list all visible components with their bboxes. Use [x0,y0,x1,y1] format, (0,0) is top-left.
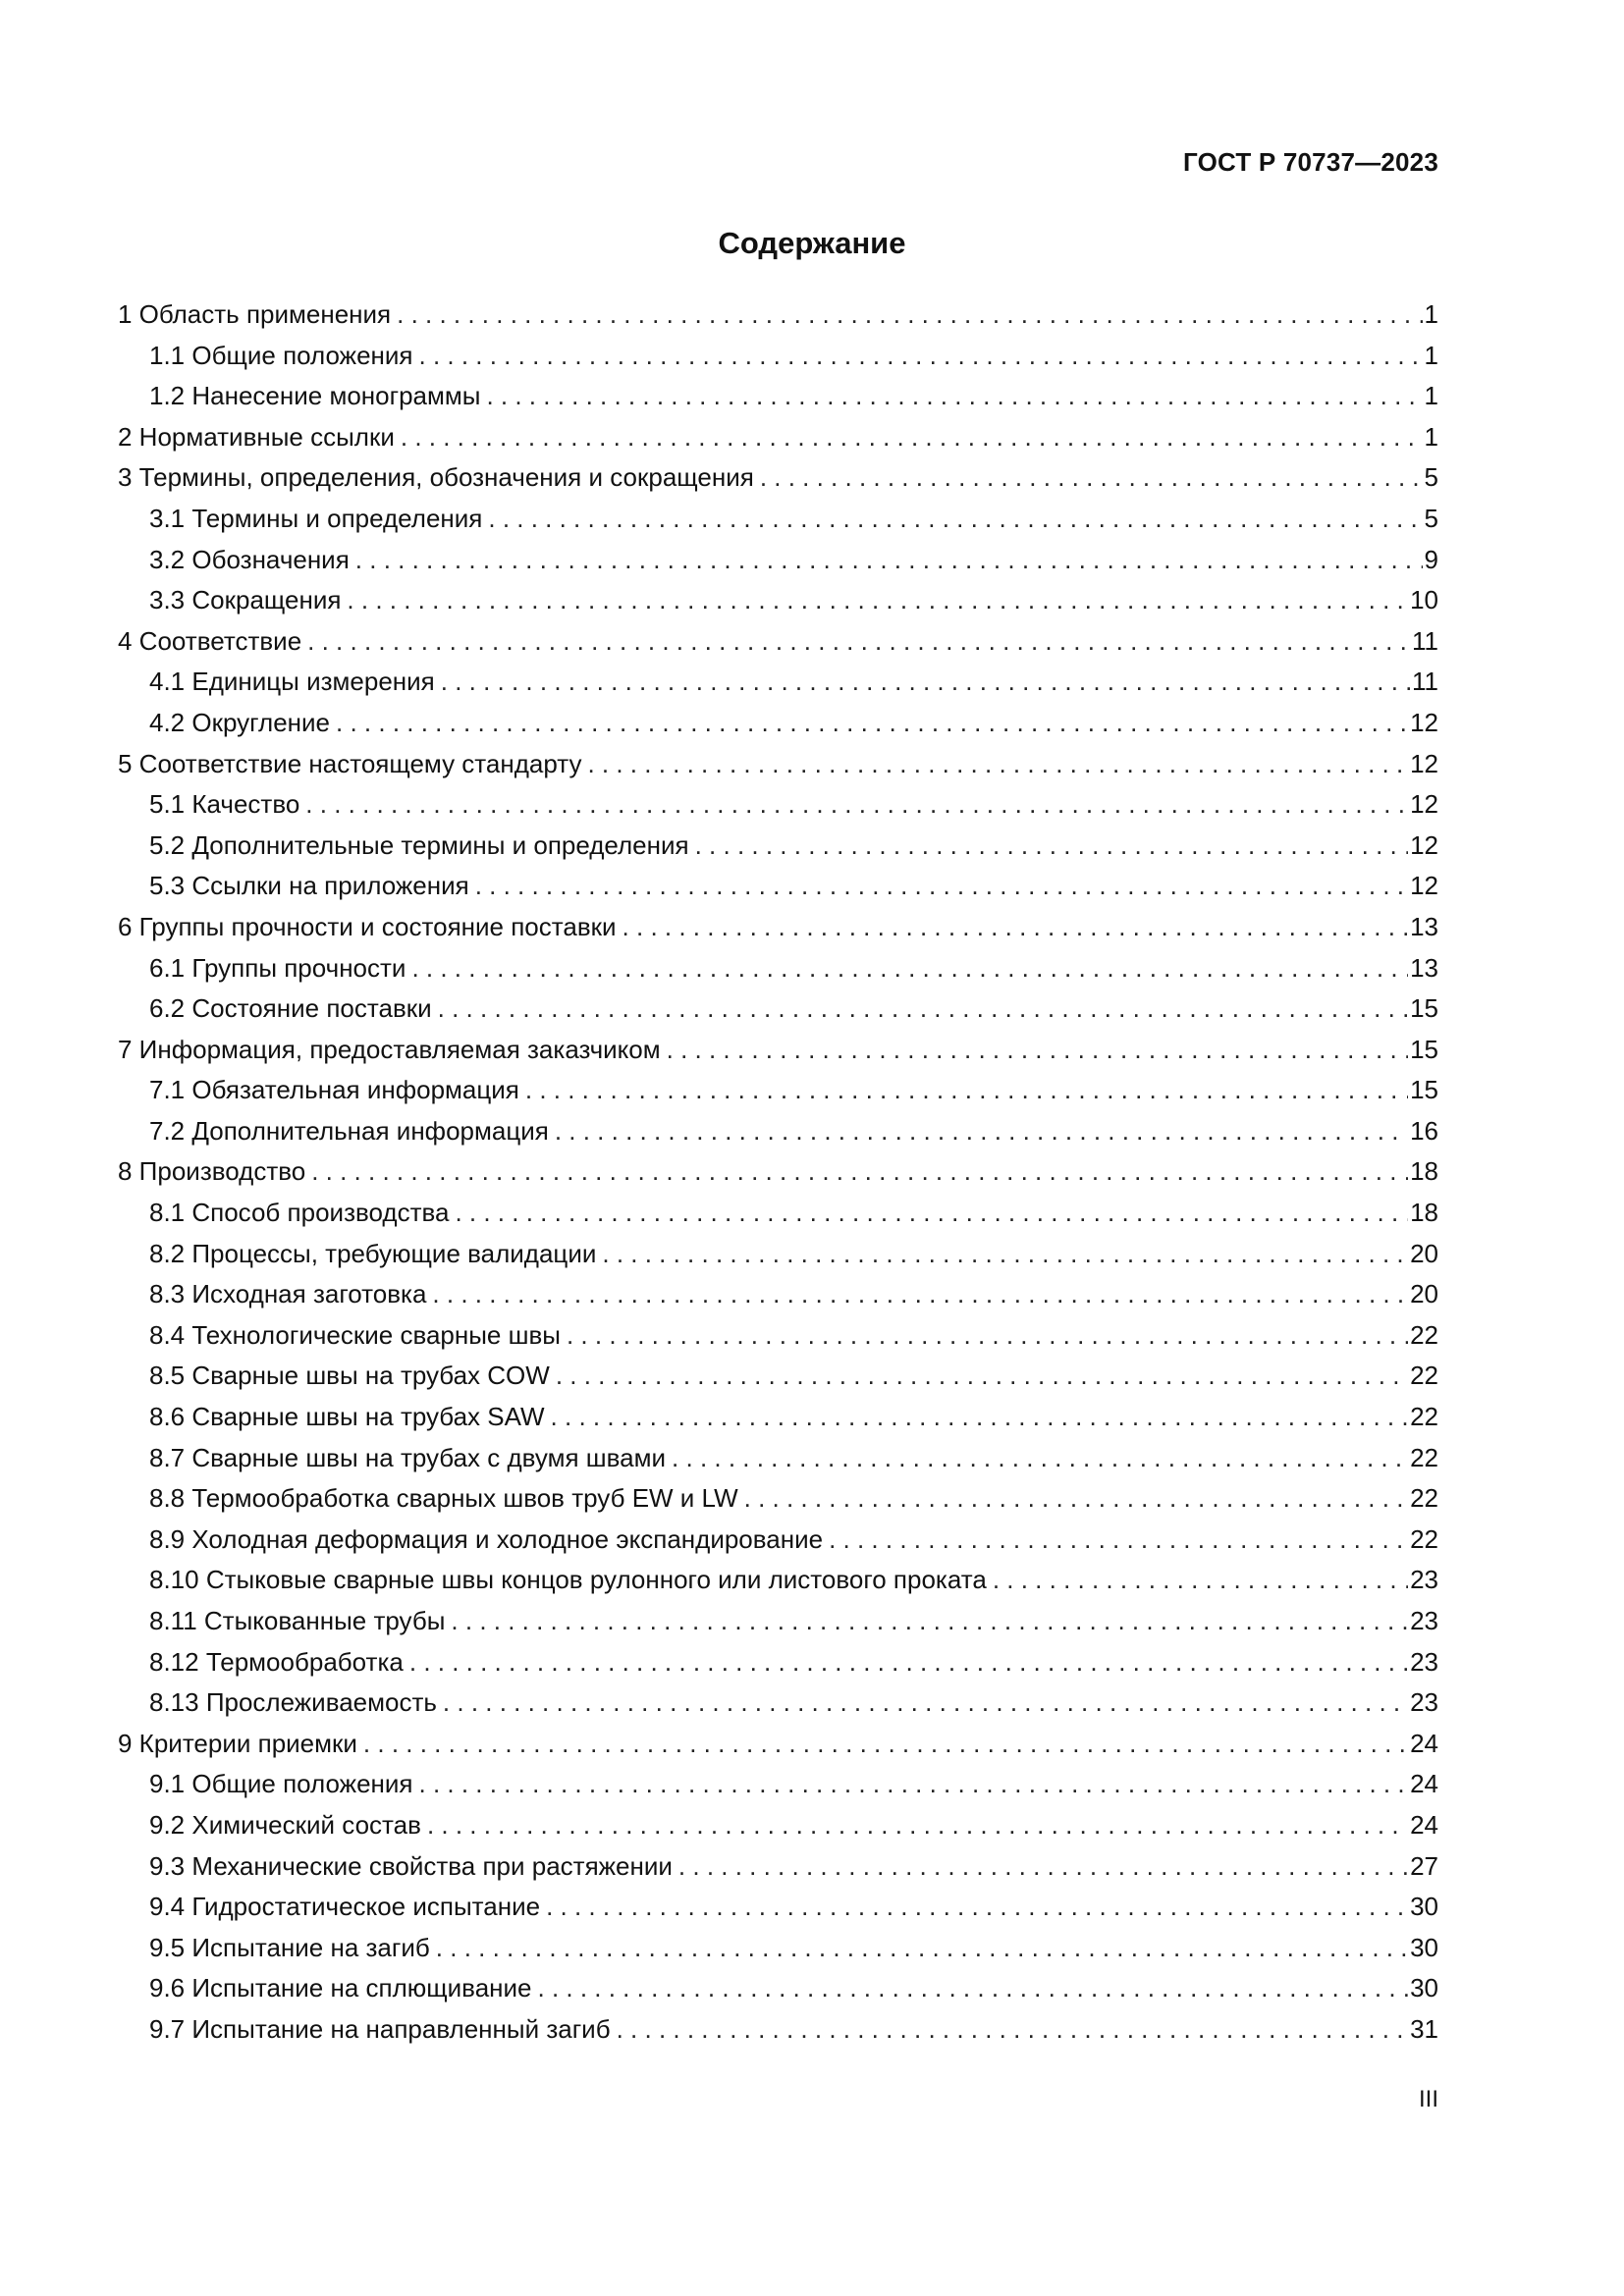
toc-entry-page: 11 [1412,625,1438,656]
toc-entry-label: 8.3 Исходная заготовка [149,1279,427,1309]
dot-leader [475,866,1408,907]
toc-entry-label: 9.2 Химический состав [149,1809,421,1840]
toc-entry-page: 5 [1424,503,1438,533]
toc-entry-label: 7 Информация, предоставляемая заказчиком [118,1034,661,1064]
toc-entry[interactable] [118,294,1438,336]
toc-entry-page: 22 [1410,1442,1438,1472]
toc-entry[interactable] [118,1724,1438,1765]
toc-entry[interactable] [118,1030,1438,1071]
toc-entry-page: 12 [1410,789,1438,820]
dot-leader [623,907,1409,948]
dot-leader [432,1274,1408,1315]
dot-leader [455,1193,1408,1234]
toc-entry[interactable] [118,1315,1438,1357]
toc-entry[interactable] [118,1846,1438,1888]
toc-entry-label: 8.2 Процессы, требующие валидации [149,1238,597,1268]
toc-entry-page: 1 [1424,299,1438,329]
dot-leader [555,1111,1408,1152]
toc-entry-page: 15 [1410,993,1438,1024]
toc-entry-label: 6.1 Группы прочности [149,952,406,983]
toc-entry-label: 8 Производство [118,1156,306,1187]
toc-entry-page: 30 [1410,1932,1438,1962]
page-number: III [1418,2086,1438,2112]
toc-entry[interactable] [118,1438,1438,1479]
toc-entry-page: 23 [1410,1687,1438,1718]
toc-entry-page: 5 [1424,462,1438,493]
toc-entry[interactable] [118,417,1438,458]
toc-entry-label: 3.3 Сокращения [149,585,342,615]
toc-entry-label: 1.1 Общие положения [149,340,413,370]
dot-leader [355,540,1423,581]
toc-entry[interactable] [118,1968,1438,2009]
toc-entry[interactable] [118,826,1438,867]
toc-entry-label: 9.7 Испытание на направленный загиб [149,2013,611,2044]
toc-entry-page: 31 [1410,2013,1438,2044]
toc-entry[interactable] [118,988,1438,1030]
toc-entry-label: 8.1 Способ производства [149,1198,450,1228]
toc-entry-label: 5.1 Качество [149,789,300,820]
toc-entry[interactable] [118,1397,1438,1438]
dot-leader [551,1397,1409,1438]
dot-leader [829,1520,1408,1561]
toc-entry[interactable] [118,1111,1438,1152]
toc-title: Содержание [718,226,906,260]
toc-entry-page: 12 [1410,748,1438,778]
toc-entry-page: 24 [1410,1728,1438,1758]
toc-entry-label: 4.1 Единицы измерения [149,667,435,697]
toc-entry-label: 1.2 Нанесение монограммы [149,381,481,411]
dot-leader [441,662,1410,703]
dot-leader [525,1070,1408,1111]
toc-entry-page: 1 [1424,340,1438,370]
toc-entry-page: 12 [1410,707,1438,737]
dot-leader [336,703,1408,744]
toc-entry-page: 20 [1410,1238,1438,1268]
toc-entry-page: 22 [1410,1523,1438,1554]
toc-entry-label: 5 Соответствие настоящему стандарту [118,748,582,778]
toc-entry[interactable] [118,1887,1438,1928]
toc-entry-label: 5.2 Дополнительные термины и определения [149,829,689,860]
toc-entry-label: 8.5 Сварные швы на трубах COW [149,1361,550,1391]
toc-entry[interactable] [118,1070,1438,1111]
dot-leader [538,1968,1409,2009]
toc-entry-label: 3.2 Обозначения [149,544,350,574]
toc-entry[interactable] [118,1764,1438,1805]
dot-leader [695,826,1408,867]
toc-entry[interactable] [118,1682,1438,1724]
toc-entry-label: 9.4 Гидростатическое испытание [149,1892,541,1922]
toc-entry-page: 15 [1410,1034,1438,1064]
toc-entry-page: 15 [1410,1075,1438,1105]
dot-leader [347,580,1408,621]
toc-entry-page: 22 [1410,1319,1438,1350]
toc-entry-page: 27 [1410,1850,1438,1881]
dot-leader [587,744,1408,785]
toc-entry-page: 9 [1424,544,1438,574]
toc-entry-label: 5.3 Ссылки на приложения [149,871,469,901]
toc-entry-label: 4.2 Округление [149,707,331,737]
dot-leader [311,1151,1408,1193]
dot-leader [305,784,1408,826]
document-code: ГОСТ Р 70737—2023 [1183,147,1438,177]
toc-entry-label: 9 Критерии приемки [118,1728,357,1758]
toc-entry-label: 8.9 Холодная деформация и холодное экспандирование [149,1523,824,1554]
toc-entry[interactable] [118,1601,1438,1642]
dot-leader [419,336,1423,377]
toc-entry-page: 12 [1410,829,1438,860]
toc-entry[interactable] [118,2009,1438,2051]
toc-entry-page: 22 [1410,1361,1438,1391]
toc-entry-label: 8.6 Сварные швы на трубах SAW [149,1402,545,1432]
toc-entry[interactable] [118,744,1438,785]
toc-entry-page: 1 [1424,421,1438,452]
toc-entry-label: 8.4 Технологические сварные швы [149,1319,561,1350]
dot-leader [667,1030,1408,1071]
toc-entry[interactable] [118,499,1438,540]
toc-entry[interactable] [118,662,1438,703]
toc-entry[interactable] [118,784,1438,826]
toc-entry-page: 23 [1410,1565,1438,1595]
dot-leader [678,1846,1408,1888]
toc-entry[interactable] [118,580,1438,621]
dot-leader [672,1438,1408,1479]
toc-entry-label: 1 Область применения [118,299,392,329]
toc-entry-label: 7.2 Дополнительная информация [149,1115,549,1146]
dot-leader [993,1560,1408,1601]
toc-entry[interactable] [118,336,1438,377]
dot-leader [438,988,1408,1030]
toc-entry-label: 8.8 Термообработка сварных швов труб EW и LW [149,1483,738,1514]
toc-entry[interactable] [118,1274,1438,1315]
toc-entry-label: 2 Нормативные ссылки [118,421,395,452]
toc-entry[interactable] [118,621,1438,663]
toc-entry[interactable] [118,457,1438,499]
dot-leader [744,1478,1408,1520]
toc-entry-page: 24 [1410,1769,1438,1799]
toc-entry-label: 3 Термины, определения, обозначения и сокращения [118,462,754,493]
toc-entry-page: 13 [1410,911,1438,941]
toc-entry[interactable] [118,703,1438,744]
toc-entry-label: 8.12 Термообработка [149,1646,404,1677]
dot-leader [401,417,1423,458]
dot-leader [451,1601,1408,1642]
dot-leader [411,948,1408,989]
dot-leader [556,1356,1408,1397]
toc-entry-page: 1 [1424,381,1438,411]
toc-entry[interactable] [118,1560,1438,1601]
toc-entry-page: 13 [1410,952,1438,983]
toc-entry-page: 30 [1410,1892,1438,1922]
toc-entry[interactable] [118,1928,1438,1969]
toc-entry-page: 18 [1410,1198,1438,1228]
toc-entry-label: 9.1 Общие положения [149,1769,413,1799]
toc-entry[interactable] [118,907,1438,948]
dot-leader [602,1234,1408,1275]
dot-leader [363,1724,1408,1765]
dot-leader [397,294,1422,336]
toc-entry-label: 8.11 Стыкованные трубы [149,1606,446,1635]
toc-entry[interactable] [118,866,1438,907]
dot-leader [617,2009,1408,2051]
toc-entry-label: 9.5 Испытание на загиб [149,1932,430,1962]
toc-entry[interactable] [118,540,1438,581]
dot-leader [427,1805,1408,1846]
toc-entry-page: 16 [1410,1115,1438,1146]
dot-leader [443,1682,1408,1724]
toc-entry[interactable] [118,1356,1438,1397]
toc-entry-page: 23 [1410,1646,1438,1677]
toc-entry[interactable] [118,1151,1438,1193]
toc-entry-page: 24 [1410,1809,1438,1840]
dot-leader [546,1887,1408,1928]
toc-entry-label: 9.3 Механические свойства при растяжении [149,1850,673,1881]
dot-leader [409,1642,1408,1683]
toc-entry-page: 18 [1410,1156,1438,1187]
toc-entry-label: 8.10 Стыковые сварные швы концов рулонного или листового проката [149,1565,987,1595]
toc-entry-label: 9.6 Испытание на сплющивание [149,1973,532,2003]
dot-leader [488,499,1422,540]
toc-entry-label: 6.2 Состояние поставки [149,993,432,1024]
toc-entry-page: 22 [1410,1402,1438,1432]
toc-entry[interactable] [118,1520,1438,1561]
toc-entry[interactable] [118,376,1438,417]
toc-entry-label: 4 Соответствие [118,625,302,656]
toc-entry-page: 12 [1410,871,1438,901]
toc-entry[interactable] [118,1642,1438,1683]
toc-entry[interactable] [118,948,1438,989]
dot-leader [419,1764,1409,1805]
toc-entry-label: 6 Группы прочности и состояние поставки [118,911,617,941]
toc-entry-label: 8.13 Прослеживаемость [149,1687,437,1718]
dot-leader [486,376,1422,417]
toc-entry-page: 30 [1410,1973,1438,2003]
toc-entry-page: 11 [1412,667,1438,697]
dot-leader [567,1315,1408,1357]
table-of-contents [118,294,1438,2051]
toc-entry-label: 7.1 Обязательная информация [149,1075,519,1105]
dot-leader [760,457,1423,499]
toc-entry[interactable] [118,1193,1438,1234]
toc-entry-page: 22 [1410,1483,1438,1514]
toc-entry-page: 23 [1410,1606,1438,1635]
toc-entry-label: 3.1 Термины и определения [149,503,483,533]
toc-entry[interactable] [118,1234,1438,1275]
toc-entry-page: 10 [1410,585,1438,615]
toc-entry-label: 8.7 Сварные швы на трубах с двумя швами [149,1442,667,1472]
dot-leader [436,1928,1408,1969]
toc-entry[interactable] [118,1805,1438,1846]
toc-entry[interactable] [118,1478,1438,1520]
dot-leader [307,621,1410,663]
toc-entry-page: 20 [1410,1279,1438,1309]
